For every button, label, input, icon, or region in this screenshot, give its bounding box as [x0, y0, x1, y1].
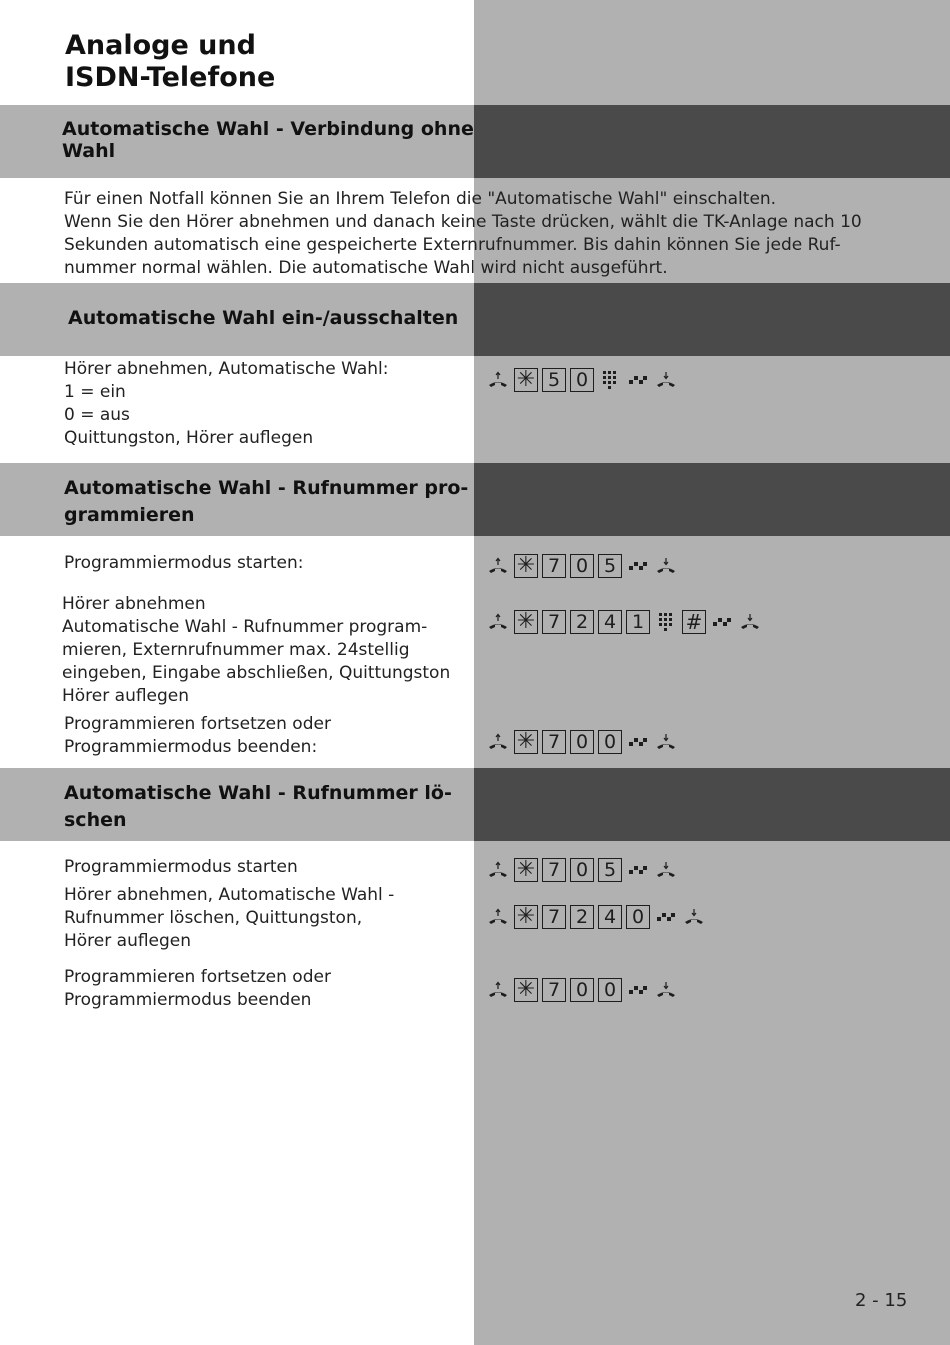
page-number: 2 - 15: [855, 1290, 908, 1311]
program-step-number: Hörer abnehmen Automatische Wahl - Rufnummer program- mieren, Externrufnummer max. 24stellig eingeben, Eingabe abschließen, Quittungston Hörer auflegen: [62, 594, 451, 706]
key-sequence: [486, 553, 678, 579]
digit-key: 0: [570, 368, 594, 392]
digit-key: 0: [626, 905, 650, 929]
section-title: Automatische Wahl - Rufnummer pro- grammieren: [64, 477, 469, 526]
handset-hangup-icon: [654, 554, 678, 578]
handset-hangup-icon: [654, 858, 678, 882]
section-header-delete: [0, 768, 950, 841]
section-header-intro: [0, 105, 950, 178]
digit-key: 0: [570, 858, 594, 882]
program-step-continue: Programmieren fortsetzen oder Programmiermodus beenden:: [64, 714, 331, 757]
star-key: ✳: [514, 368, 538, 392]
star-key: ✳: [514, 858, 538, 882]
key-sequence: [486, 729, 678, 755]
digit-key: 7: [542, 858, 566, 882]
digit-key: 7: [542, 978, 566, 1002]
confirmation-tone-icon: [626, 730, 650, 754]
handset-hangup-icon: [654, 368, 678, 392]
keypad-icon: [598, 368, 622, 392]
handset-lift-icon: [486, 368, 510, 392]
confirmation-tone-icon: [654, 905, 678, 929]
digit-key: 5: [542, 368, 566, 392]
delete-step-number: Hörer abnehmen, Automatische Wahl - Rufnummer löschen, Quittungston, Hörer auflegen: [64, 885, 395, 951]
confirmation-tone-icon: [626, 554, 650, 578]
program-step-start: Programmiermodus starten:: [64, 553, 304, 573]
digit-key: 5: [598, 858, 622, 882]
confirmation-tone-icon: [626, 368, 650, 392]
digit-key: 0: [570, 978, 594, 1002]
digit-key: 0: [570, 730, 594, 754]
star-key: ✳: [514, 730, 538, 754]
digit-key: 2: [570, 905, 594, 929]
intro-paragraph: Für einen Notfall können Sie an Ihrem Telefon die "Automatische Wahl" einschalten. Wenn Sie den Hörer abnehmen und danach keine Taste drücken, wählt die TK-Anlage nach 10 Sekunden automatisch eine gespeicherte Externrufnummer. Bis dahin können Sie jede Ruf- nummer normal wählen. Die automatische Wahl wird nicht ausgeführt.: [64, 189, 862, 278]
digit-key: 7: [542, 554, 566, 578]
toggle-instructions: Hörer abnehmen, Automatische Wahl: 1 = ein 0 = aus Quittungston, Hörer auflegen: [64, 359, 389, 448]
handset-lift-icon: [486, 610, 510, 634]
digit-key: 0: [598, 730, 622, 754]
confirmation-tone-icon: [626, 978, 650, 1002]
confirmation-tone-icon: [710, 610, 734, 634]
digit-key: 0: [598, 978, 622, 1002]
handset-hangup-icon: [738, 610, 762, 634]
digit-key: 7: [542, 905, 566, 929]
key-sequence: [486, 609, 762, 635]
key-sequence: [486, 904, 706, 930]
delete-step-start: Programmiermodus starten: [64, 857, 298, 877]
section-title: Automatische Wahl ein-/ausschalten: [68, 307, 459, 329]
handset-hangup-icon: [654, 978, 678, 1002]
star-key: ✳: [514, 610, 538, 634]
page-title: Analoge und ISDN-Telefone: [65, 30, 276, 93]
digit-key: 7: [542, 730, 566, 754]
handset-lift-icon: [486, 905, 510, 929]
digit-key: 1: [626, 610, 650, 634]
delete-step-continue: Programmieren fortsetzen oder Programmiermodus beenden: [64, 967, 331, 1010]
handset-hangup-icon: [654, 730, 678, 754]
handset-lift-icon: [486, 554, 510, 578]
section-header-toggle: [0, 283, 950, 356]
handset-lift-icon: [486, 730, 510, 754]
section-title: Automatische Wahl - Rufnummer lö- schen: [64, 782, 452, 831]
digit-key: 7: [542, 610, 566, 634]
key-sequence: [486, 857, 678, 883]
handset-hangup-icon: [682, 905, 706, 929]
key-sequence: [486, 977, 678, 1003]
digit-key: 5: [598, 554, 622, 578]
keypad-icon: [654, 610, 678, 634]
handset-lift-icon: [486, 978, 510, 1002]
star-key: ✳: [514, 905, 538, 929]
digit-key: 0: [570, 554, 594, 578]
handset-lift-icon: [486, 858, 510, 882]
confirmation-tone-icon: [626, 858, 650, 882]
digit-key: 2: [570, 610, 594, 634]
section-header-program: [0, 463, 950, 536]
digit-key: 4: [598, 905, 622, 929]
section-title: Automatische Wahl - Verbindung ohne Wahl: [62, 118, 474, 162]
digit-key: 4: [598, 610, 622, 634]
hash-key: #: [682, 610, 706, 634]
star-key: ✳: [514, 554, 538, 578]
star-key: ✳: [514, 978, 538, 1002]
key-sequence: [486, 367, 678, 393]
